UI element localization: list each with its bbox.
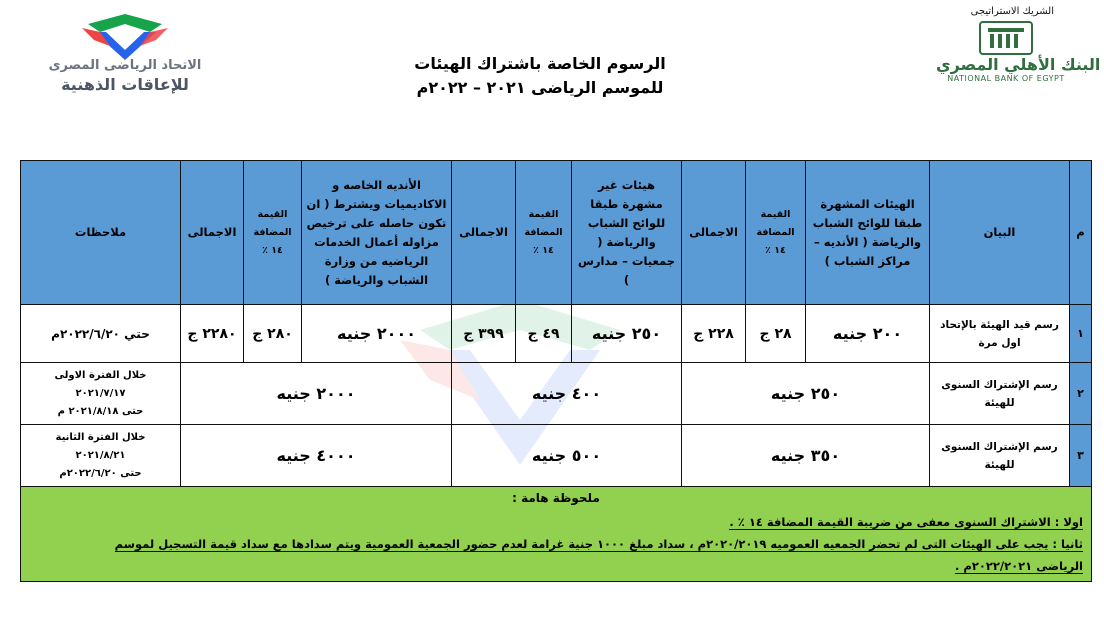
group3-fee: ٢٠٠٠ جنيه — [302, 305, 452, 363]
row-item: رسم قيد الهيئة بالإتحاد اول مرة — [930, 305, 1070, 363]
note-line3: حتى ٢٠٢٢/٦/٢٠م — [59, 467, 142, 479]
row-number: ١ — [1070, 305, 1092, 363]
group3-fee: ٤٠٠٠ جنيه — [181, 425, 452, 487]
header-item: البيان — [930, 161, 1070, 305]
header-group2: هيئات غير مشهرة طبقا للوائح الشباب والرياضة ( جمعيات – مدارس ) — [572, 161, 682, 305]
header-num: م — [1070, 161, 1092, 305]
group3-fee: ٢٠٠٠ جنيه — [181, 363, 452, 425]
group3-total: ٢٢٨٠ ج — [181, 305, 244, 363]
header-group1: الهيئات المشهرة طبقا للوائح الشباب والرياضة ( الأنديه – مراكز الشباب ) — [806, 161, 930, 305]
row-number: ٢ — [1070, 363, 1092, 425]
notes-line2-wrap — [29, 533, 1083, 555]
header-group1-vat: القيمة المضافة ١٤ ٪ — [746, 161, 806, 305]
header-group2-vat: القيمة المضافة ١٤ ٪ — [516, 161, 572, 305]
row-number: ٣ — [1070, 425, 1092, 487]
title-line1: الرسوم الخاصة باشتراك الهيئات — [414, 54, 666, 73]
table-row — [21, 425, 1092, 487]
notes-line3-wrap — [29, 555, 1083, 577]
group1-fee: ٢٠٠ جنيه — [806, 305, 930, 363]
row-item: رسم الإشتراك السنوى للهيئة — [930, 425, 1070, 487]
note-line2: ٢٠٢١/٧/١٧ — [75, 387, 126, 399]
header-group1-total: الاجمالى — [682, 161, 746, 305]
bank-name-ar: البنك الأهلي المصري — [936, 55, 1101, 74]
group1-vat: ٢٨ ج — [746, 305, 806, 363]
table-row — [21, 305, 1092, 363]
important-notes — [21, 487, 1092, 582]
federation-name-line2: للإعاقات الذهنية — [61, 75, 189, 94]
header-group3-total: الاجمالى — [181, 161, 244, 305]
group2-fee: ٤٠٠ جنيه — [452, 363, 682, 425]
notes-line1-wrap — [29, 511, 1083, 533]
row-note — [21, 363, 181, 425]
fees-table — [20, 160, 1092, 582]
group1-fee: ٢٥٠ جنيه — [682, 363, 930, 425]
notes-line3: الرياضى ٢٠٢٢/٢٠٢١م . — [955, 559, 1083, 573]
federation-logo — [30, 10, 220, 95]
header-group3-vat: القيمة المضافة ١٤ ٪ — [244, 161, 302, 305]
bank-name-en: NATIONAL BANK OF EGYPT — [947, 74, 1065, 83]
group1-total: ٢٢٨ ج — [682, 305, 746, 363]
bank-logo — [936, 6, 1101, 96]
group2-vat: ٤٩ ج — [516, 305, 572, 363]
header-group2-total: الاجمالى — [452, 161, 516, 305]
header-notes: ملاحظات — [21, 161, 181, 305]
notes-line1: اولا : الاشتراك السنوى معفى من ضريبة القيمة المضافة ١٤ ٪ . — [729, 515, 1083, 529]
table-row — [21, 363, 1092, 425]
note-line1: خلال الفترة الاولى — [54, 369, 147, 381]
group3-vat: ٢٨٠ ج — [244, 305, 302, 363]
page-title — [300, 52, 780, 100]
notes-row — [21, 487, 1092, 582]
group2-fee: ٥٠٠ جنيه — [452, 425, 682, 487]
note-line3: حتى ٢٠٢١/٨/١٨ م — [57, 405, 144, 417]
title-line2: للموسم الرياضى ٢٠٢١ – ٢٠٢٢م — [416, 78, 664, 97]
header-group3: الأنديه الخاصه و الاكاديميات ويشترط ( ان تكون حاصله على ترخيص مزاوله أعمال الخدمات الرياضيه من وزارة الشباب والرياضة ) — [302, 161, 452, 305]
notes-line2: ثانيا : يجب على الهيئات التى لم تحضر الجمعيه العموميه ٢٠٢٠/٢٠١٩م ، سداد مبلغ ١٠٠٠ جنية غرامة لعدم حضور الجمعية العمومية ويتم سدادها مع سداد قيمة التسجيل لموسم — [114, 537, 1083, 551]
note-line1: خلال الفترة الثانية — [55, 431, 146, 443]
group1-fee: ٣٥٠ جنيه — [682, 425, 930, 487]
notes-heading: ملحوظة هامة : — [512, 491, 600, 505]
federation-emblem-icon — [70, 10, 180, 62]
table-header-row — [21, 161, 1092, 305]
row-note: حتي ٢٠٢٢/٦/٢٠م — [21, 305, 181, 363]
note-line2: ٢٠٢١/٨/٢١ — [75, 449, 126, 461]
row-item: رسم الإشتراك السنوى للهيئة — [930, 363, 1070, 425]
strategic-partner-label: الشريك الاستراتيجى — [970, 6, 1054, 17]
bank-emblem-icon — [979, 21, 1033, 55]
row-note — [21, 425, 181, 487]
federation-name-line1: الاتحاد الرياضى المصرى — [48, 58, 202, 73]
group2-total: ٣٩٩ ج — [452, 305, 516, 363]
group2-fee: ٢٥٠ جنيه — [572, 305, 682, 363]
